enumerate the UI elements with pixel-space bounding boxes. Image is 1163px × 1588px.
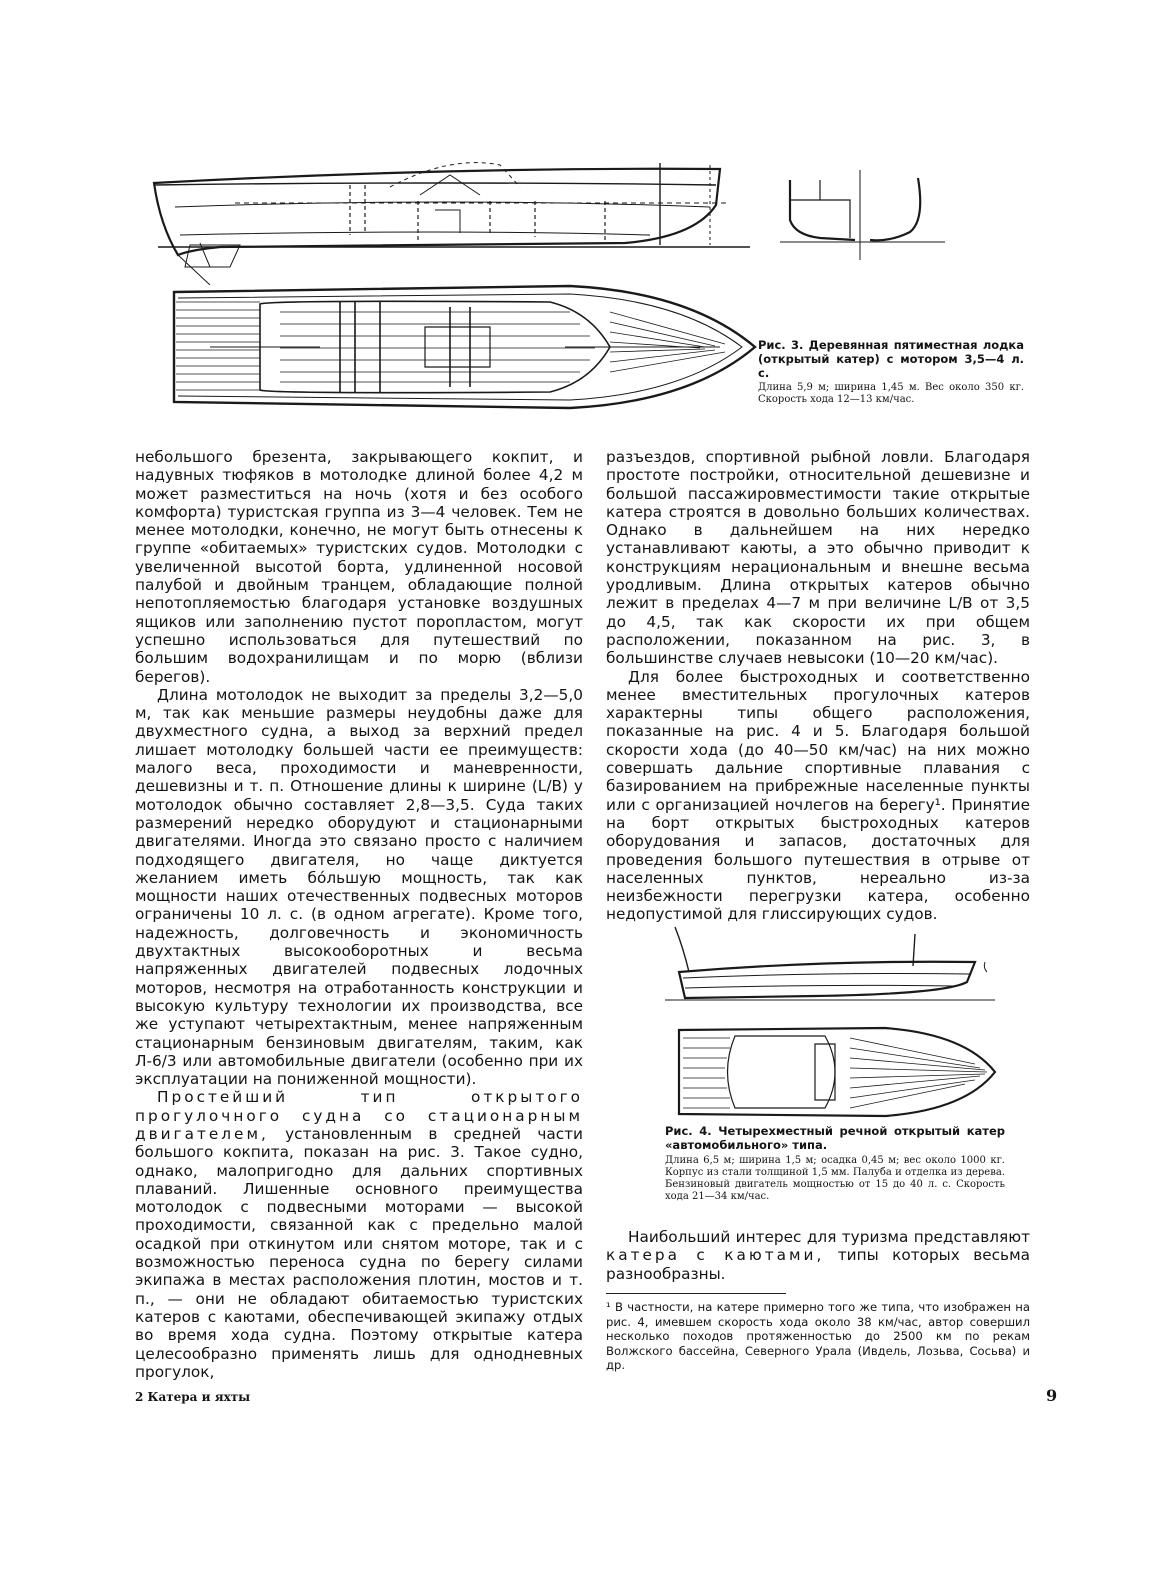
figure3-plan-view	[170, 282, 760, 412]
figure3-section-view	[780, 170, 950, 260]
figure3-caption-title: Рис. 3. Деревянная пятиместная лодка (открытый катер) с мотором 3,5—4 л. с.	[758, 338, 1024, 380]
figure3-caption	[758, 338, 1024, 406]
figure4-caption-title: Рис. 4. Четырехместный речной открытый катер «автомобильного» типа.	[665, 1124, 1005, 1152]
left-paragraph-3	[135, 1088, 583, 1381]
right-paragraph-3-start: Наибольший интерес для туризма представляют	[628, 1228, 1030, 1246]
footnote: ¹ В частности, на катере примерно того же типа, что изображен на рис. 4, имевшем скорость хода около 38 км/час, автор совершил несколько походов протяженностью до 2500 км по рекам Волжского бассейна, Северного Урала (Ивдель, Лозьва, Сосьва) и др.	[606, 1300, 1030, 1373]
right-paragraph-1: разъездов, спортивной рыбной ловли. Благодаря простоте постройки, относительной дешевизне и большой пассажировместимости такие открытые катера строятся в довольно больших количествах. Однако в дальнейшем на них нередко устанавливают каюты, а это обычно приводит к конструкциям нерациональным и внешне весьма уродливым. Длина открытых катеров обычно лежит в пределах 4—7 м при величине L/B от 3,5 до 4,5, так как скорости их при общем расположении, показанном на рис. 3, в большинстве случаев невысоки (10—20 км/час).	[606, 448, 1030, 668]
left-paragraph-2: Длина мотолодок не выходит за пределы 3,2—5,0 м, так как меньшие размеры неудобны даже для двухместного судна, а выход за верхний предел лишает мотолодку большей части ее преимуществ: малого веса, проходимости и маневренности, дешевизны и т. п. Отношение длины к ширине (L/B) у мотолодок обычно составляет 2,8—3,5. Суда таких размерений нередко оборудуют и стационарными двигателями. Иногда это связано просто с наличием подходящего двигателя, но чаще диктуется желанием иметь бóльшую мощность, так как мощности наших отечественных подвесных моторов ограничены 10 л. с. (в одном агрегате). Кроме того, надежность, долговечность и экономичность двухтактных высокооборотных и весьма напряженных двигателей подвесных лодочных моторов, несмотря на отработанность конструкции и высокую культуру технологии их производства, все же уступают четырехтактным, менее напряженным стационарным бензиновым двигателям, таким, как Л-6/3 или автомобильные двигатели (особенно при их эксплуатации на пониженной мощности).	[135, 685, 583, 1089]
right-paragraph-3	[606, 1228, 1030, 1283]
right-column-upper	[606, 448, 1030, 924]
figure4-caption-body: Длина 6,5 м; ширина 1,5 м; осадка 0,45 м; вес около 1000 кг. Корпус из стали толщиной 1,5 мм. Палуба и отделка из дерева. Бензиновый двигатель мощностью от 15 до 40 л. с. Скорость хода 21—34 км/час.	[665, 1155, 1005, 1202]
figure4-caption	[665, 1124, 1005, 1203]
figure4-plan-view	[675, 1024, 1005, 1124]
right-paragraph-2: Для более быстроходных и соответственно менее вместительных прогулочных катеров характерны типы общего расположения, показанные на рис. 4 и 5. Благодаря большой скорости хода (до 40—50 км/час) на них можно совершать дальние спортивные плавания с базированием на прибрежные населенные пункты или с организацией ночлегов на берегу¹. Принятие на борт открытых быстроходных катеров оборудования и запасов, достаточных для проведения большого путешествия в отрыве от населенных пунктов, нереально из-за неизбежности перегрузки катера, особенно недопустимой для глиссирующих судов.	[606, 667, 1030, 924]
figure4-side-view	[665, 922, 1005, 1022]
figure3-side-view	[150, 155, 770, 285]
figure3-caption-body: Длина 5,9 м; ширина 1,45 м. Вес около 350 кг. Скорость хода 12—13 км/час.	[758, 382, 1024, 405]
spaced-emphasis-phrase: Простейший тип открытого прогулочного судна со стационарным двигателем,	[135, 1088, 583, 1143]
right-column-lower	[606, 1228, 1030, 1283]
left-paragraph-1: небольшого брезента, закрывающего кокпит, и надувных тюфяков в мотолодке длиной более 4,2 м может разместиться на ночь (хотя и без особого комфорта) туристская группа из 3—4 человек. Тем не менее мотолодки, конечно, не могут быть отнесены к группе «обитаемых» туристских судов. Мотолодки с увеличенной высотой борта, удлиненной носовой палубой и двойным транцем, обладающие полной непотопляемостью благодаря установке воздушных ящиков или заполнению пустот поропластом, могут успешно использоваться для путешествий по большим водохранилищам и по морю (вблизи берегов).	[135, 448, 583, 686]
spaced-emphasis-katera: катера с каютами,	[606, 1246, 825, 1265]
bottom-left-label: 2 Катера и яхты	[135, 1390, 251, 1404]
footnote-divider	[606, 1293, 786, 1294]
left-paragraph-3-rest: установленным в средней части большого кокпита, показан на рис. 3. Такое судно, однако, малопригодно для дальних спортивных плаваний. Лишенные основного преимущества мотолодок с подвесными моторами — высокой проходимости, связанной как с предельно малой осадкой при откинутом или снятом моторе, так и с возможностью переноса судна по берегу силами экипажа в местах расположения плотин, мостов и т. п., — они не обладают обитаемостью туристских катеров с каютами, обеспечивающей экипажу отдых во время хода судна. Поэтому открытые катера целесообразно применять лишь для однодневных прогулок,	[135, 1124, 583, 1381]
page-number: 9	[1046, 1386, 1058, 1405]
left-column	[135, 448, 583, 1381]
right-paragraph-3-end: типы которых весьма разнообразны.	[606, 1246, 1030, 1283]
